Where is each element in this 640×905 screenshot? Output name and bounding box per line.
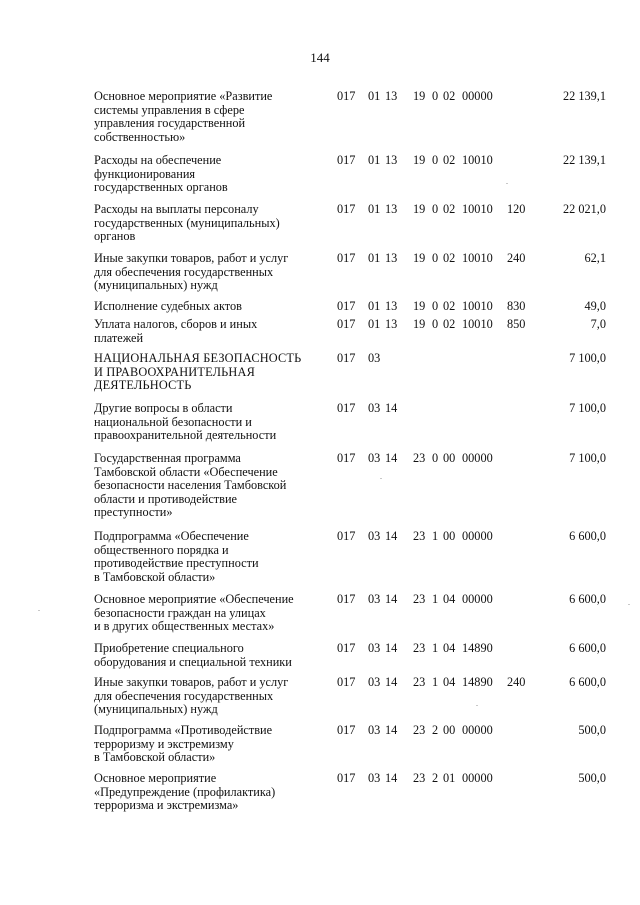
row-sum: 22 139,1	[562, 153, 606, 167]
code-rz: 01	[368, 153, 381, 167]
code-cs-direction: 10010	[462, 202, 493, 216]
code-pr: 14	[385, 529, 398, 543]
code-pr: 14	[385, 451, 398, 465]
row-sum: 6 600,0	[569, 529, 606, 543]
code-cs-main-activity: 02	[443, 299, 456, 313]
code-cs-program: 23	[413, 451, 426, 465]
code-ved: 017	[337, 351, 356, 365]
row-name	[94, 203, 326, 244]
row-name-line: для обеспечения государственных	[94, 264, 274, 279]
code-vr: 120	[507, 202, 526, 216]
code-rz: 03	[368, 529, 381, 543]
row-name-line: оборудования и специальной техники	[94, 654, 292, 669]
code-cs-subprogram: 1	[432, 529, 439, 543]
row-sum: 22 021,0	[562, 202, 606, 216]
row-name	[94, 318, 326, 345]
row-sum: 22 139,1	[562, 89, 606, 103]
row-name	[94, 452, 326, 520]
row-name	[94, 593, 326, 634]
row-sum: 62,1	[584, 251, 606, 265]
row-name-line: Иные закупки товаров, работ и услуг	[94, 251, 289, 265]
code-rz: 03	[368, 723, 381, 737]
row-name-line: Государственная программа	[94, 451, 241, 465]
code-ved: 017	[337, 299, 356, 313]
code-cs-program: 23	[413, 641, 426, 655]
code-ved: 017	[337, 771, 356, 785]
code-ved: 017	[337, 451, 356, 465]
scan-speck	[476, 705, 478, 706]
code-ved: 017	[337, 317, 356, 331]
code-ved: 017	[337, 202, 356, 216]
code-cs-program: 23	[413, 723, 426, 737]
row-name	[94, 676, 326, 717]
row-name-line: в Тамбовской области»	[94, 569, 216, 584]
code-cs-direction: 10010	[462, 251, 493, 265]
row-name-line: Исполнение судебных актов	[94, 299, 242, 313]
row-sum: 500,0	[578, 771, 606, 785]
row-name	[94, 724, 326, 765]
row-name	[94, 300, 326, 314]
row-name	[94, 530, 326, 584]
code-rz: 01	[368, 317, 381, 331]
code-cs-main-activity: 04	[443, 675, 456, 689]
row-name-line: Подпрограмма «Противодействие	[94, 723, 273, 737]
code-rz: 03	[368, 592, 381, 606]
row-name-line: Основное мероприятие	[94, 771, 217, 785]
row-name	[94, 402, 326, 443]
row-name-line: безопасности населения Тамбовской	[94, 478, 287, 493]
code-pr: 13	[385, 299, 398, 313]
code-cs-subprogram: 0	[432, 317, 439, 331]
code-cs-main-activity: 00	[443, 723, 456, 737]
row-name-line: Расходы на обеспечение	[94, 153, 222, 167]
code-ved: 017	[337, 529, 356, 543]
row-name-line: Тамбовской области «Обеспечение	[94, 464, 278, 479]
code-cs-subprogram: 2	[432, 771, 439, 785]
row-name-line: Приобретение специального	[94, 641, 244, 655]
code-ved: 017	[337, 251, 356, 265]
row-sum: 6 600,0	[569, 592, 606, 606]
row-name	[94, 252, 326, 293]
code-vr: 240	[507, 675, 526, 689]
code-rz: 01	[368, 299, 381, 313]
code-cs-program: 23	[413, 675, 426, 689]
code-rz: 03	[368, 675, 381, 689]
row-sum: 49,0	[584, 299, 606, 313]
code-cs-main-activity: 02	[443, 251, 456, 265]
code-cs-direction: 10010	[462, 299, 493, 313]
code-cs-program: 23	[413, 592, 426, 606]
code-cs-program: 23	[413, 771, 426, 785]
code-cs-subprogram: 1	[432, 592, 439, 606]
code-rz: 01	[368, 89, 381, 103]
code-cs-subprogram: 0	[432, 299, 439, 313]
row-name-line: функционирования	[94, 166, 196, 181]
code-ved: 017	[337, 401, 356, 415]
code-pr: 14	[385, 592, 398, 606]
row-name	[94, 352, 326, 393]
row-name-line: управления государственной	[94, 116, 246, 131]
code-cs-direction: 14890	[462, 641, 493, 655]
row-sum: 7,0	[590, 317, 606, 331]
code-cs-subprogram: 0	[432, 89, 439, 103]
row-name	[94, 772, 326, 813]
row-sum: 6 600,0	[569, 641, 606, 655]
code-cs-program: 19	[413, 202, 426, 216]
row-name-line: И ПРАВООХРАНИТЕЛЬНАЯ	[94, 364, 255, 379]
code-vr: 850	[507, 317, 526, 331]
code-cs-main-activity: 04	[443, 641, 456, 655]
code-cs-program: 19	[413, 89, 426, 103]
code-pr: 13	[385, 89, 398, 103]
code-rz: 03	[368, 401, 381, 415]
code-pr: 13	[385, 153, 398, 167]
scan-speck	[38, 610, 40, 611]
row-name-line: правоохранительной деятельности	[94, 428, 277, 443]
row-name-line: Основное мероприятие «Развитие	[94, 89, 273, 103]
scan-speck	[628, 604, 630, 605]
code-pr: 13	[385, 202, 398, 216]
code-rz: 03	[368, 451, 381, 465]
code-cs-program: 23	[413, 529, 426, 543]
row-name-line: и в других общественных местах»	[94, 619, 275, 634]
page-number: 144	[310, 50, 330, 65]
code-cs-main-activity: 02	[443, 202, 456, 216]
code-cs-main-activity: 01	[443, 771, 456, 785]
code-pr: 14	[385, 401, 398, 415]
code-cs-subprogram: 0	[432, 153, 439, 167]
code-ved: 017	[337, 723, 356, 737]
code-rz: 01	[368, 202, 381, 216]
code-cs-subprogram: 1	[432, 641, 439, 655]
row-name	[94, 154, 326, 195]
row-name-line: общественного порядка и	[94, 542, 229, 557]
code-cs-program: 19	[413, 153, 426, 167]
code-vr: 830	[507, 299, 526, 313]
row-name-line: государственных (муниципальных)	[94, 215, 280, 230]
code-cs-direction: 00000	[462, 529, 493, 543]
row-name-line: Основное мероприятие «Обеспечение	[94, 592, 294, 606]
row-name-line: системы управления в сфере	[94, 102, 245, 117]
scan-speck	[506, 183, 508, 184]
row-name-line: НАЦИОНАЛЬНАЯ БЕЗОПАСНОСТЬ	[94, 351, 302, 365]
code-cs-main-activity: 02	[443, 153, 456, 167]
row-name-line: Расходы на выплаты персоналу	[94, 202, 259, 216]
row-name-line: ДЕЯТЕЛЬНОСТЬ	[94, 378, 192, 393]
code-cs-direction: 00000	[462, 89, 493, 103]
code-cs-main-activity: 00	[443, 451, 456, 465]
row-name-line: преступности»	[94, 505, 173, 520]
code-pr: 13	[385, 317, 398, 331]
row-name	[94, 90, 326, 144]
code-rz: 01	[368, 251, 381, 265]
code-cs-direction: 00000	[462, 723, 493, 737]
code-ved: 017	[337, 675, 356, 689]
code-cs-subprogram: 0	[432, 202, 439, 216]
code-cs-program: 19	[413, 251, 426, 265]
code-ved: 017	[337, 153, 356, 167]
code-cs-direction: 10010	[462, 153, 493, 167]
row-name-line: органов	[94, 229, 136, 244]
code-cs-direction: 00000	[462, 451, 493, 465]
code-cs-direction: 14890	[462, 675, 493, 689]
code-vr: 240	[507, 251, 526, 265]
row-sum: 6 600,0	[569, 675, 606, 689]
row-sum: 7 100,0	[569, 451, 606, 465]
scan-speck	[380, 478, 382, 479]
code-pr: 14	[385, 641, 398, 655]
row-name-line: безопасности граждан на улицах	[94, 605, 266, 620]
row-name-line: области и противодействие	[94, 491, 237, 506]
code-rz: 03	[368, 351, 381, 365]
code-rz: 03	[368, 771, 381, 785]
code-cs-subprogram: 0	[432, 451, 439, 465]
code-cs-subprogram: 2	[432, 723, 439, 737]
row-name-line: Уплата налогов, сборов и иных	[94, 317, 258, 331]
code-cs-subprogram: 1	[432, 675, 439, 689]
row-name-line: Другие вопросы в области	[94, 401, 233, 415]
row-sum: 7 100,0	[569, 401, 606, 415]
row-name-line: противодействие преступности	[94, 556, 259, 571]
row-name-line: (муниципальных) нужд	[94, 702, 218, 717]
code-cs-program: 19	[413, 299, 426, 313]
row-name	[94, 642, 326, 669]
code-cs-direction: 10010	[462, 317, 493, 331]
code-cs-direction: 00000	[462, 771, 493, 785]
code-cs-program: 19	[413, 317, 426, 331]
code-cs-main-activity: 00	[443, 529, 456, 543]
row-name-line: национальной безопасности и	[94, 414, 252, 429]
code-pr: 14	[385, 723, 398, 737]
code-pr: 13	[385, 251, 398, 265]
code-ved: 017	[337, 89, 356, 103]
code-pr: 14	[385, 675, 398, 689]
row-name-line: государственных органов	[94, 180, 228, 195]
code-cs-main-activity: 04	[443, 592, 456, 606]
code-rz: 03	[368, 641, 381, 655]
code-ved: 017	[337, 592, 356, 606]
row-name-line: в Тамбовской области»	[94, 750, 216, 765]
code-cs-direction: 00000	[462, 592, 493, 606]
row-name-line: терроризма и экстремизма»	[94, 798, 239, 813]
row-name-line: терроризму и экстремизму	[94, 736, 234, 751]
code-cs-main-activity: 02	[443, 89, 456, 103]
code-ved: 017	[337, 641, 356, 655]
row-name-line: «Предупреждение (профилактика)	[94, 784, 276, 799]
row-name-line: Иные закупки товаров, работ и услуг	[94, 675, 289, 689]
row-name-line: (муниципальных) нужд	[94, 278, 218, 293]
code-pr: 14	[385, 771, 398, 785]
row-name-line: собственностью»	[94, 129, 186, 144]
row-name-line: платежей	[94, 330, 144, 345]
row-sum: 7 100,0	[569, 351, 606, 365]
row-name-line: для обеспечения государственных	[94, 688, 274, 703]
code-cs-main-activity: 02	[443, 317, 456, 331]
row-sum: 500,0	[578, 723, 606, 737]
code-cs-subprogram: 0	[432, 251, 439, 265]
row-name-line: Подпрограмма «Обеспечение	[94, 529, 249, 543]
